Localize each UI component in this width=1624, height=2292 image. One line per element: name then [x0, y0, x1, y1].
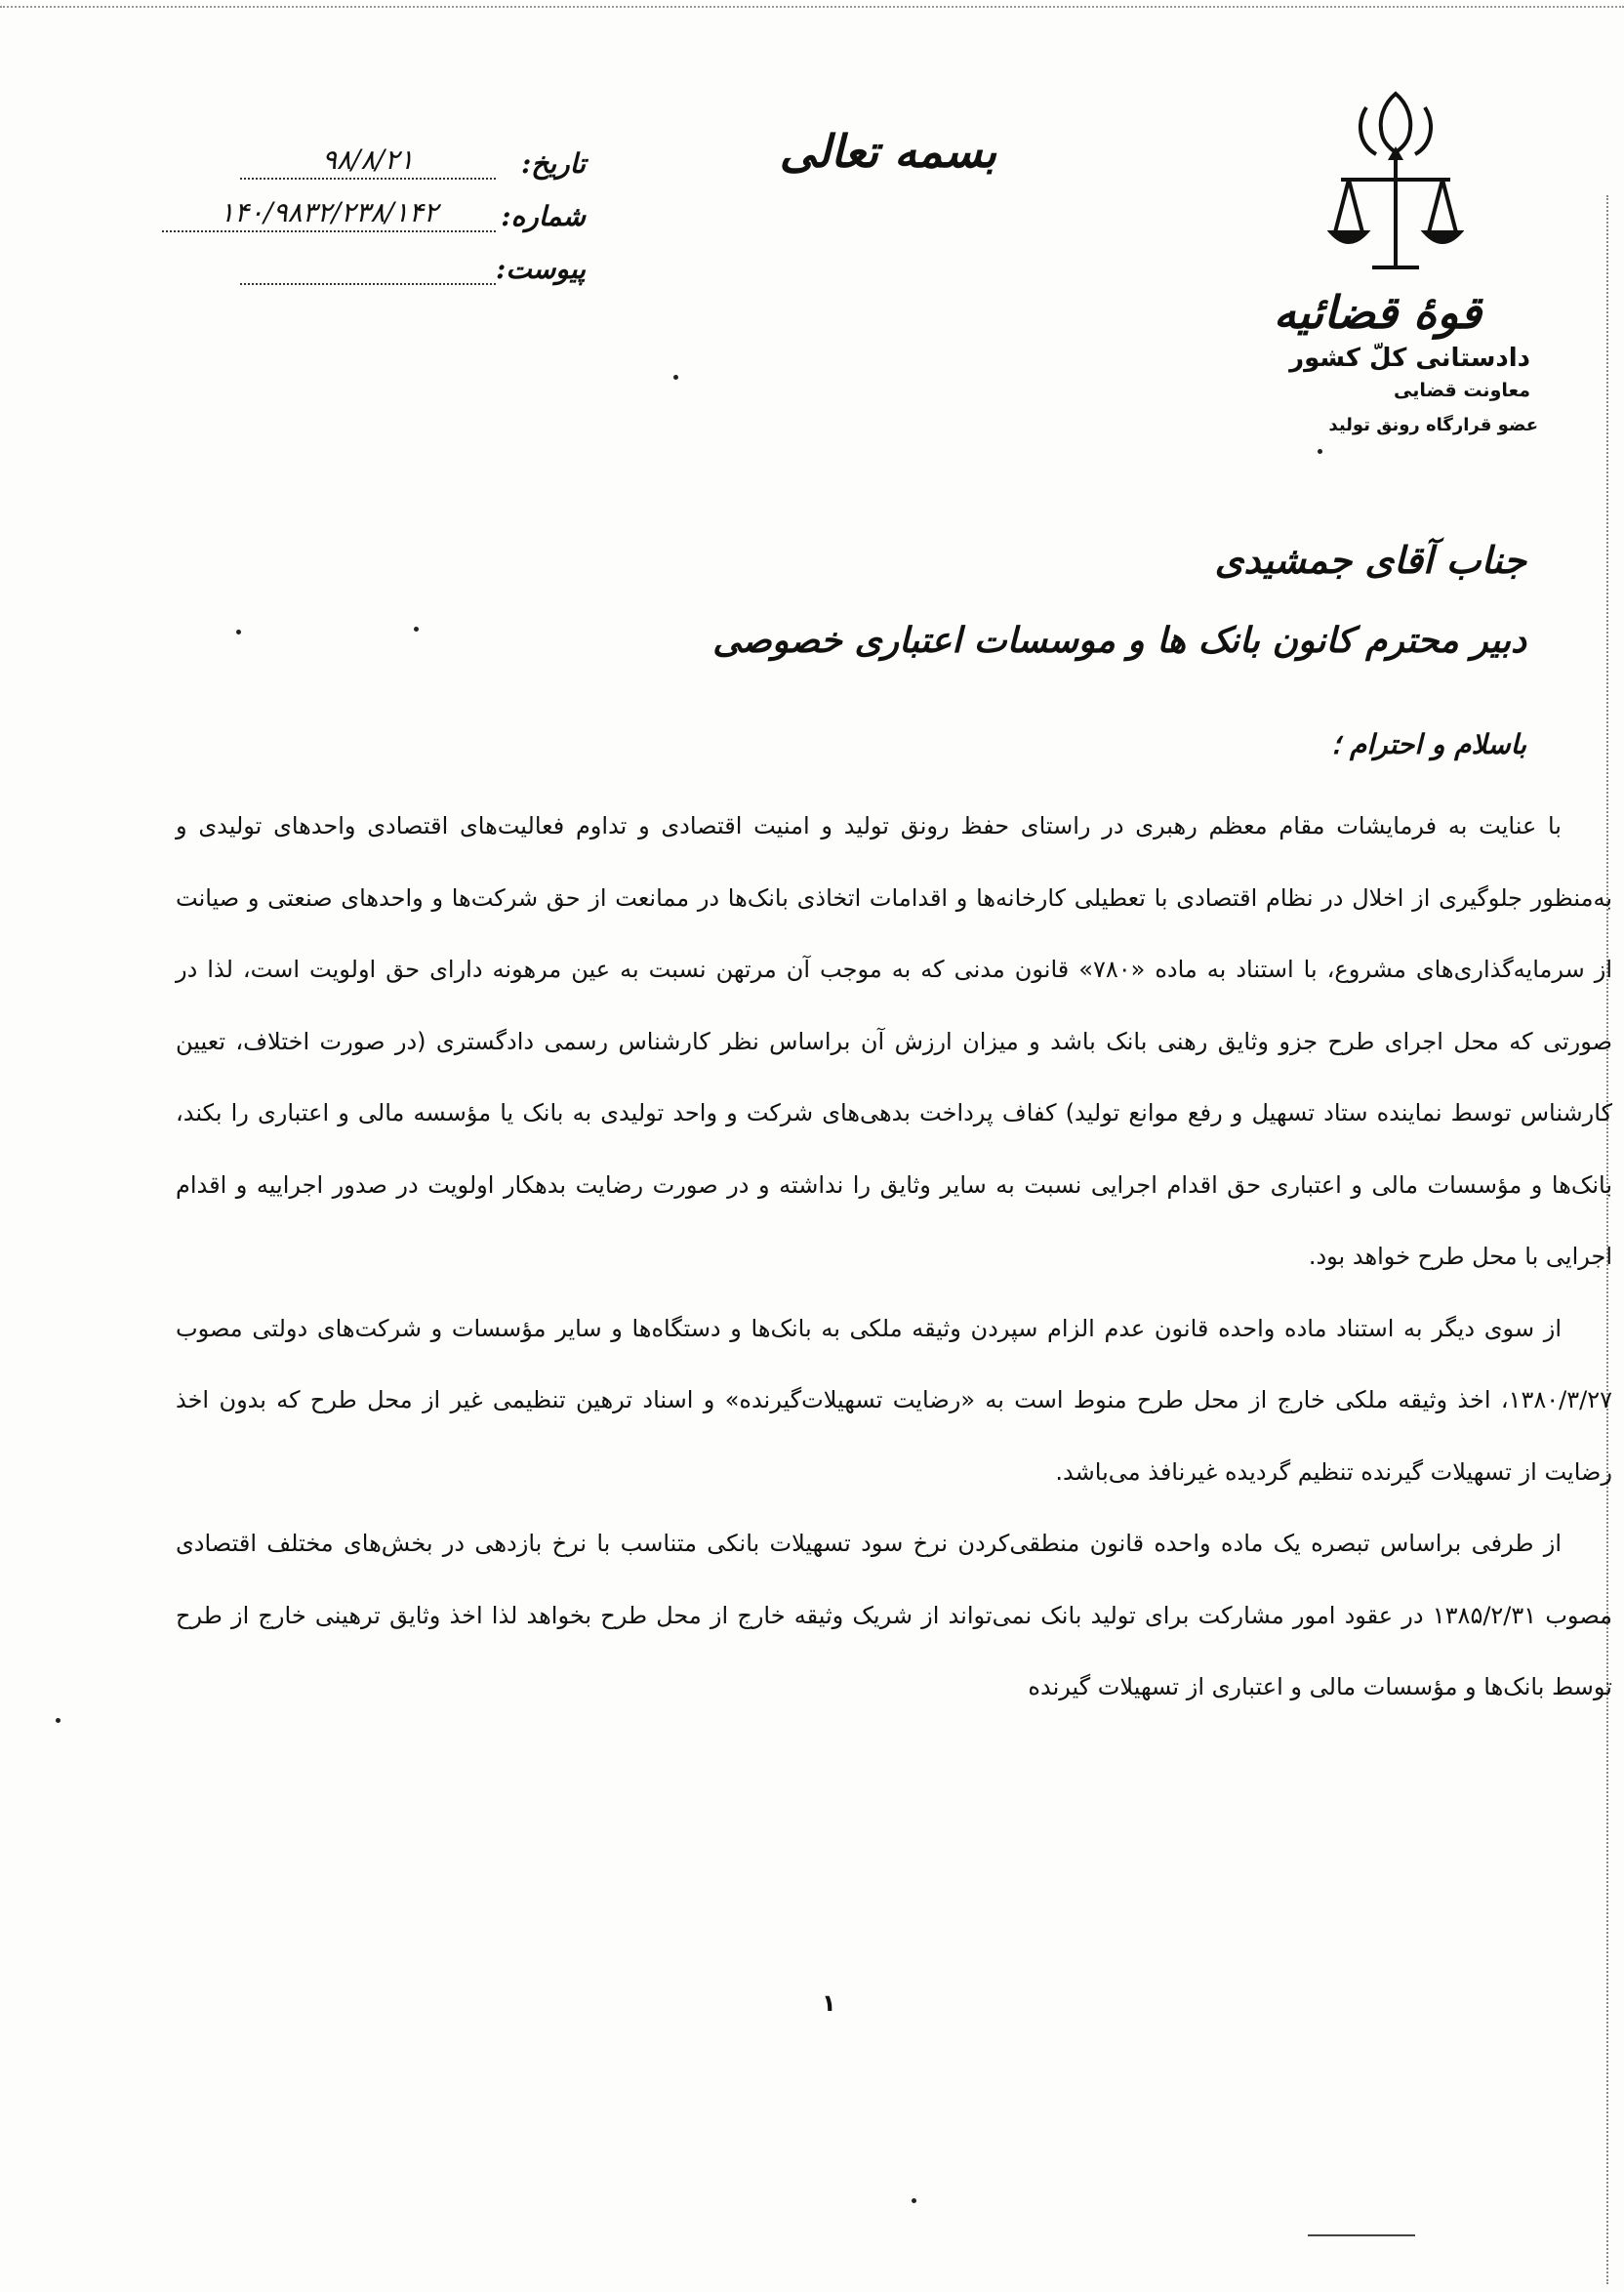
footer-rule: [1308, 2234, 1415, 2236]
letter-meta: [156, 127, 586, 285]
addressee-name: جناب آقای جمشیدی: [1214, 538, 1526, 582]
scan-speck: [1318, 449, 1322, 454]
number-value: ۱۴۰/۹۸۳۲/۲۳۸/۱۴۲: [162, 196, 496, 232]
page-number: ۱: [822, 1989, 836, 2017]
paragraph-1: با عنایت به فرمایشات مقام معظم رهبری در راستای حفظ رونق تولید و امنیت اقتصادی و تداوم فعالیت‌های اقتصادی واحدهای تولیدی و به‌منظور جلوگیری از اخلال در نظام اقتصادی با تعطیلی کارخانه‌ها و اقدامات اتخاذی بانک‌ها در ممانعت از حق شرکت‌ها و واحدهای صنعتی و صیانت از سرمایه‌گذاری‌های مشروع، با استناد به ماده «۷۸۰» قانون مدنی که به موجب آن مرتهن نسبت به عین مرهونه دارای حق اولویت است، لذا در صورتی که محل اجرای طرح جزو وثایق رهنی بانک باشد و میزان ارزش آن براساس نظر کارشناس رسمی دادگستری (در صورت اختلاف، تعیین کارشناس توسط نماینده ستاد تسهیل و رفع موانع تولید) کفاف پرداخت بدهی‌های شرکت و واحد تولیدی به بانک یا مؤسسه مالی و اعتباری را بکند، بانک‌ها و مؤسسات مالی و اعتباری حق اقدام اجرایی نسبت به سایر وثایق را نداشته و در صورت رضایت بدهکار اولویت در صدور اجراییه و اقدام اجرایی با محل طرح خواهد بود.: [176, 812, 1612, 1270]
date-row: [156, 127, 586, 180]
scan-speck: [236, 630, 241, 634]
attachment-value: [240, 252, 496, 285]
number-row: [156, 180, 586, 232]
date-label: تاریخ:: [520, 147, 586, 180]
judiciary-emblem-icon: [1327, 86, 1464, 281]
paragraph-2: از سوی دیگر به استناد ماده واحده قانون عدم الزام سپردن وثیقه ملکی به بانک‌ها و دستگاه‌ها و سایر مؤسسات و شرکت‌های دولتی مصوب ۱۳۸۰/۳/۲۷، اخذ وثیقه ملکی خارج از محل طرح منوط است به «رضایت تسهیلات‌گیرنده» و اسناد ترهین تنظیمی غیر از محل طرح که بدون اخذ رضایت از تسهیلات گیرنده تنظیم گردیده غیرنافذ می‌باشد.: [176, 1314, 1612, 1486]
office-line-3: عضو قرارگاه رونق تولید: [1328, 415, 1538, 435]
scan-speck: [912, 2198, 916, 2203]
scan-speck: [673, 375, 678, 380]
addressee: [453, 527, 1526, 674]
attachment-row: [156, 232, 586, 285]
organization-name: قوهٔ قضائیه: [1273, 286, 1482, 339]
addressee-title: دبیر محترم کانون بانک ها و موسسات اعتباری خصوصی: [712, 620, 1526, 661]
number-label: شماره:: [501, 200, 586, 232]
letter-body: [176, 791, 1612, 1724]
scan-speck: [56, 1718, 61, 1723]
paragraph-3: از طرفی براساس تبصره یک ماده واحده قانون منطقی‌کردن نرخ سود تسهیلات بانکی متناسب با نرخ بازدهی در بخش‌های مختلف اقتصادی مصوب ۱۳۸۵/۲/۳۱ در عقود امور مشارکت برای تولید بانک نمی‌تواند از شریک وثیقه خارج از محل طرح بخواهد لذا اخذ وثایق ترهینی خارج از طرح توسط بانک‌ها و مؤسسات مالی و اعتباری از تسهیلات گیرنده: [176, 1530, 1613, 1700]
greeting: باسلام و احترام ؛: [1331, 728, 1526, 760]
scan-top-edge: [0, 0, 1624, 8]
office-line-1: دادستانی کلّ کشور: [1289, 344, 1530, 373]
date-value: ۹۸/۸/۲۱: [240, 143, 496, 180]
office-line-2: معاونت قضایی: [1394, 380, 1530, 401]
scan-speck: [414, 627, 419, 632]
invocation: بسمه تعالی: [779, 125, 997, 178]
attachment-label: پیوست:: [496, 253, 586, 285]
issuer-block: [1206, 285, 1538, 447]
